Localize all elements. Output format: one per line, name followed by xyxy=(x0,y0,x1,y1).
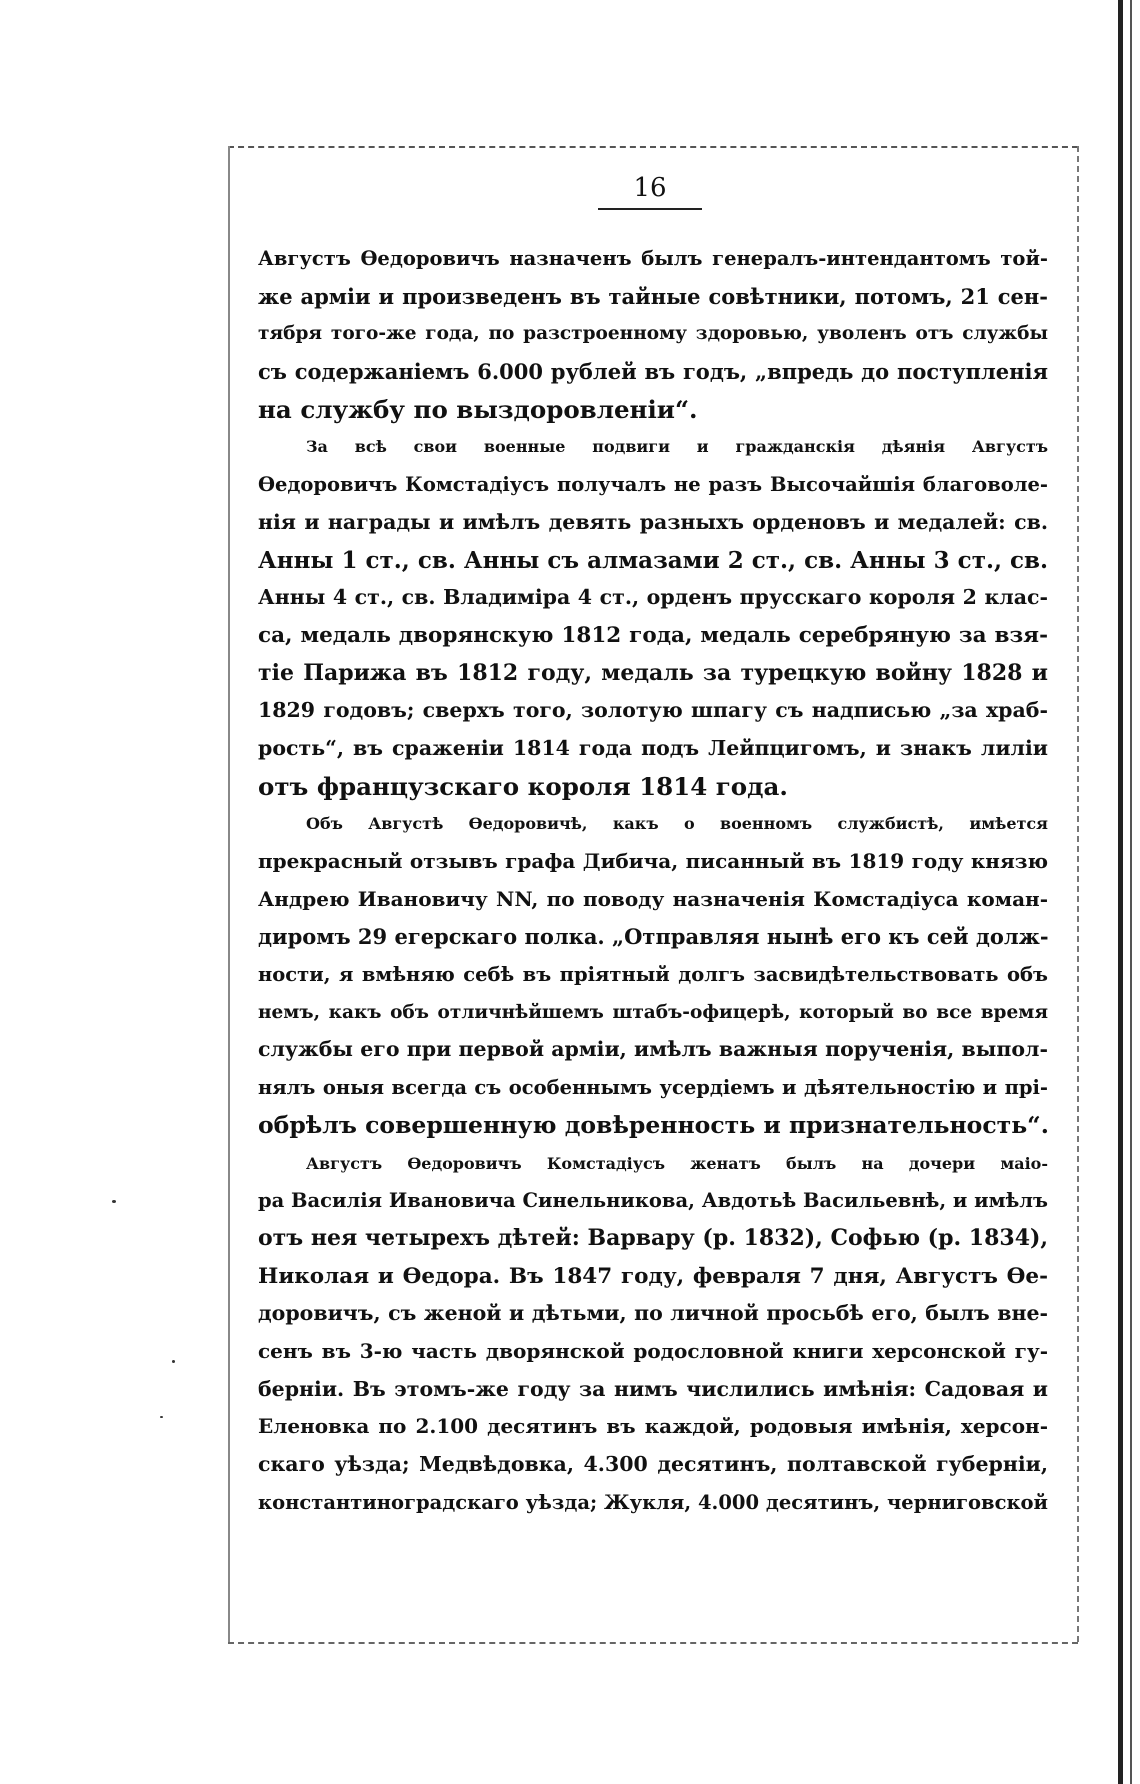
paragraph xyxy=(258,240,1048,428)
text-line: прекрасный отзывъ графа Дибича, писанный въ 1819 году князю xyxy=(258,849,1048,873)
text-line: немъ, какъ объ отличнѣйшемъ штабъ-офицерѣ, который во все время xyxy=(258,1001,1048,1023)
text-line: тіе Парижа въ 1812 году, медаль за турецкую войну 1828 и xyxy=(258,659,1048,686)
frame-top-border xyxy=(228,146,1078,148)
text-line: Августъ Өедоровичъ назначенъ былъ генералъ-интендантомъ той- xyxy=(258,247,1048,270)
binding-edge xyxy=(1118,0,1123,1784)
text-line: Анны 1 ст., св. Анны съ алмазами 2 ст., св. Анны 3 ст., св. xyxy=(258,546,1048,574)
text-line: съ содержаніемъ 6.000 рублей въ годъ, „впредь до поступленія xyxy=(258,359,1048,385)
text-line: константиноградскаго уѣзда; Жукля, 4.000 десятинъ, черниговской xyxy=(258,1490,1048,1514)
text-line: отъ нея четырехъ дѣтей: Варвару (р. 1832), Софью (р. 1834), xyxy=(258,1224,1049,1251)
scan-speck xyxy=(172,1360,175,1363)
scan-speck xyxy=(112,1200,116,1203)
frame-right-border xyxy=(1077,146,1079,1642)
binding-edge-thin xyxy=(1130,0,1132,1784)
page-number-rule xyxy=(598,208,702,210)
text-line: Объ Августѣ Өедоровичѣ, какъ о военномъ службистѣ, имѣется xyxy=(306,814,1048,834)
text-line: Анны 4 ст., св. Владиміра 4 ст., орденъ прусскаго короля 2 клас- xyxy=(258,585,1048,610)
text-line: За всѣ свои военные подвиги и гражданскія дѣянія Августъ xyxy=(306,437,1048,457)
text-line: тября того-же года, по разстроенному здоровью, уволенъ отъ службы xyxy=(258,323,1048,345)
text-line: нія и награды и имѣлъ девять разныхъ орденовъ и медалей: св. xyxy=(258,509,1048,534)
text-line: са, медаль дворянскую 1812 года, медаль серебряную за взя- xyxy=(258,622,1048,648)
text-line: рость“, въ сраженіи 1814 года подъ Лейпцигомъ, и знакъ лиліи xyxy=(258,735,1048,760)
text-line: ра Василія Ивановича Синельникова, Авдотьѣ Васильевнѣ, и имѣлъ xyxy=(258,1189,1048,1213)
text-line: службы его при первой арміи, имѣлъ важныя порученія, выпол- xyxy=(258,1037,1048,1062)
scan-speck xyxy=(160,1416,163,1418)
paragraph xyxy=(258,1145,1048,1522)
text-line: берніи. Въ этомъ-же году за нимъ числились имѣнія: Садовая и xyxy=(258,1376,1048,1401)
text-line: 1829 годовъ; сверхъ того, золотую шпагу съ надписью „за храб- xyxy=(258,698,1048,723)
text-line: сенъ въ 3-ю часть дворянской родословной книги херсонской гу- xyxy=(258,1338,1048,1363)
text-line: доровичъ, съ женой и дѣтьми, по личной просьбѣ его, былъ вне- xyxy=(258,1301,1048,1326)
text-line: же арміи и произведенъ въ тайные совѣтники, потомъ, 21 сен- xyxy=(258,283,1048,309)
text-line: Өедоровичъ Комстадіусъ получалъ не разъ Высочайшія благоволе- xyxy=(258,473,1048,497)
text-line: ности, я вмѣняю себѣ въ пріятный долгъ засвидѣтельствовать объ xyxy=(258,963,1048,987)
frame-bottom-border xyxy=(228,1642,1078,1644)
text-line: скаго уѣзда; Медвѣдовка, 4.300 десятинъ, полтавской губерніи, xyxy=(258,1452,1048,1476)
text-line: Николая и Өедора. Въ 1847 году, февраля 7 дня, Августъ Өе- xyxy=(258,1263,1048,1289)
paragraph xyxy=(258,428,1048,805)
body-text xyxy=(258,240,1048,1521)
text-line: нялъ оныя всегда съ особеннымъ усердіемъ и дѣятельностію и прі- xyxy=(258,1076,1048,1100)
text-line: отъ французскаго короля 1814 года. xyxy=(258,771,788,801)
page-number: 16 xyxy=(633,173,667,203)
text-line: обрѣлъ совершенную довѣренность и признательность“. xyxy=(258,1110,1049,1139)
text-line: Августъ Өедоровичъ Комстадіусъ женатъ былъ на дочери маіо- xyxy=(306,1153,1048,1173)
text-line: Еленовка по 2.100 десятинъ въ каждой, родовыя имѣнія, херсон- xyxy=(258,1414,1048,1439)
frame-left-border xyxy=(228,146,230,1642)
text-line: Андрею Ивановичу NN, по поводу назначенія Комстадіуса коман- xyxy=(258,886,1048,911)
text-line: на службу по выздоровленіи“. xyxy=(258,394,698,424)
paragraph xyxy=(258,805,1048,1144)
text-line: диромъ 29 егерскаго полка. „Отправляя нынѣ его къ сей долж- xyxy=(258,924,1049,950)
